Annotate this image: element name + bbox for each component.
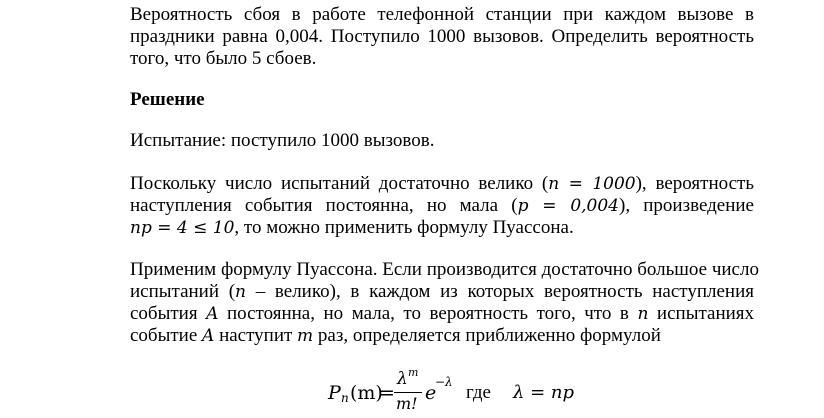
problem-line: того, что было 5 сбоев. (130, 48, 317, 69)
solution-heading-block (130, 89, 754, 111)
reasoning-line-2: наступления события постоянна, но мала (p = 0,004), произведение (130, 195, 754, 216)
poisson-line-3: события A постоянна, но мала, то вероятность того, что в n испытаниях (130, 303, 755, 324)
formula-where: где (466, 382, 491, 403)
formula-lambda-exponent: m (408, 366, 419, 379)
math-np: np = 4 ≤ 10 (130, 218, 235, 238)
reasoning-line-3: np = 4 ≤ 10, то можно применить формулу Пуассона. (130, 217, 574, 238)
trial-paragraph (130, 130, 754, 152)
formula-lambda: λ (397, 369, 408, 389)
math-m: m (297, 326, 314, 346)
problem-line: праздники равна 0,004. Поступило 1000 вызовов. Определить вероятность (130, 26, 754, 47)
formula-equals: = (379, 382, 395, 404)
formula-lambda-np: λ = np (513, 382, 575, 403)
math-n-equals: n = 1000 (548, 174, 636, 194)
poisson-paragraph (130, 259, 759, 347)
formula-denominator: m! (396, 394, 418, 413)
problem-line: Вероятность сбоя в работе телефонной станции при каждом вызове в (130, 4, 754, 25)
formula-P-subscript: n (341, 391, 349, 405)
poisson-line-1: Применим формулу Пуассона. Если производится достаточно большое число (130, 259, 759, 280)
formula-e: e (425, 382, 437, 404)
fraction-bar (394, 392, 422, 393)
math-n: n (235, 282, 246, 302)
math-A: A (206, 304, 219, 324)
solution-heading: Решение (130, 89, 205, 110)
reasoning-paragraph (130, 173, 754, 239)
formula-e-exponent: −λ (435, 375, 453, 389)
poisson-line-2: испытаний (n – велико), в каждом из которых вероятность наступления (130, 281, 754, 302)
math-A: A (202, 326, 215, 346)
reasoning-line-1: Поскольку число испытаний достаточно велико (n = 1000), вероятность (130, 173, 754, 194)
trial-text: Испытание: поступило 1000 вызовов. (130, 130, 435, 151)
problem-statement (130, 4, 754, 70)
math-p-equals: p = 0,004 (517, 196, 619, 216)
poisson-formula (255, 366, 585, 416)
math-n: n (637, 304, 649, 324)
formula-P-argument: (m) (350, 382, 383, 404)
formula-P: P (328, 382, 341, 404)
poisson-line-4: событие A наступит m раз, определяется приближенно формулой (130, 325, 661, 346)
